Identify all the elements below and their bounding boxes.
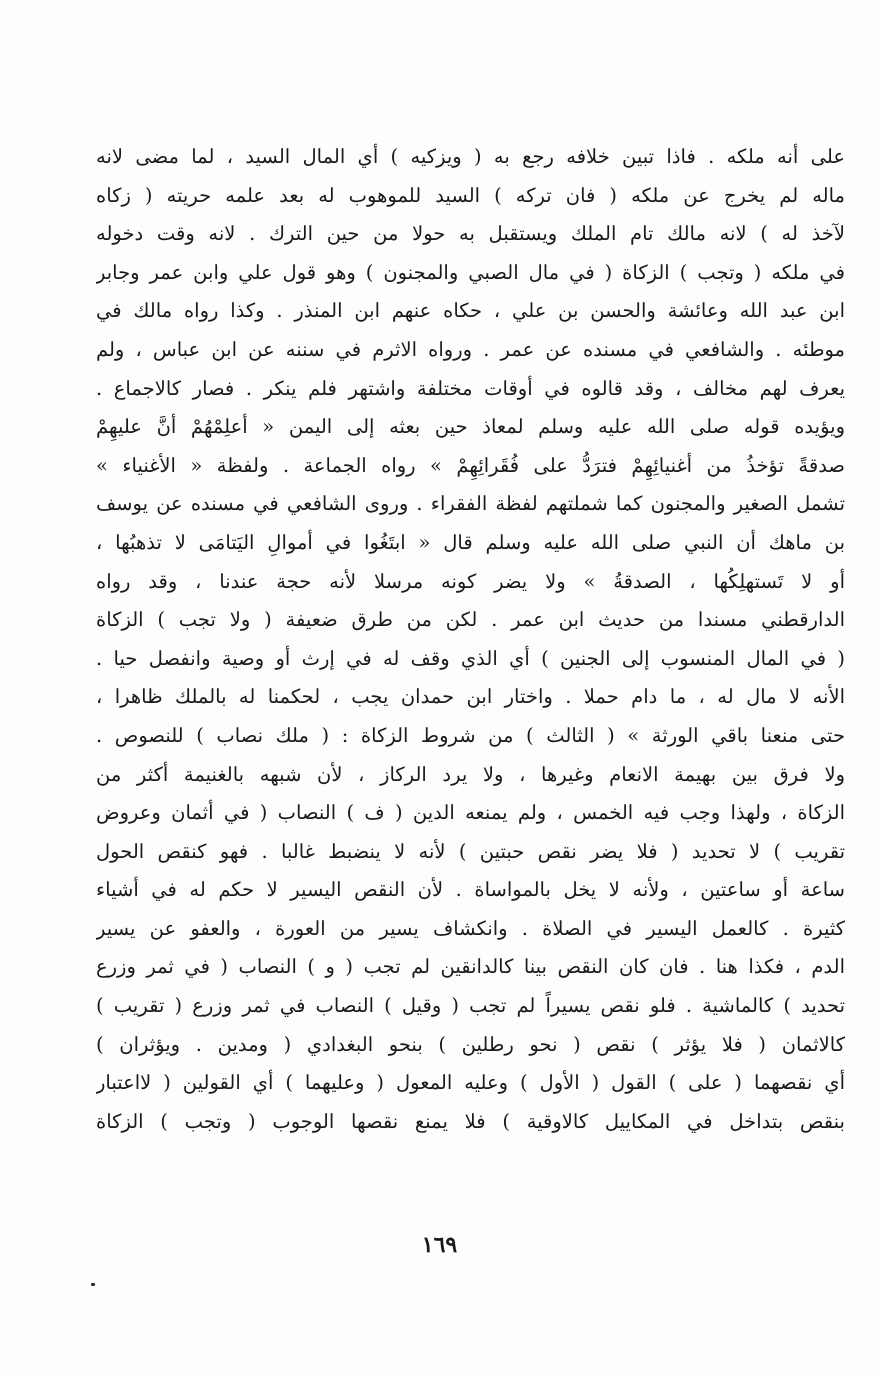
text-line: على أنه ملكه . فاذا تبين خلافه رجع به ( ويزكيه ) أي المال السيد ، لما مضى لانه bbox=[96, 145, 845, 168]
text-line: تحديد ) كالماشية . فلو نقص يسيراً لم تجب ( وقيل ) النصاب في ثمر وزرع ( تقريب ) bbox=[96, 994, 845, 1018]
text-line: ولا فرق بين بهيمة الانعام وغيرها ، ولا يرد الركاز ، لأن شبهه بالغنيمة أكثر من bbox=[96, 762, 845, 786]
text-line: ساعة أو ساعتين ، ولأنه لا يخل بالمواساة . لأن النقص اليسير لا حكم له في أشياء bbox=[96, 878, 845, 902]
text-line: الزكاة ، ولهذا وجب فيه الخمس ، ولم يمنعه الدين ( ف ) النصاب ( في أثمان وعروض bbox=[96, 801, 845, 825]
body-text bbox=[96, 138, 845, 1141]
text-line: في ملكه ( وتجب ) الزكاة ( في مال الصبي والمجنون ) وهو قول علي وابن عمر وجابر bbox=[96, 260, 845, 284]
text-line: موطئه . والشافعي في مسنده عن عمر . ورواه الاثرم في سننه عن ابن عباس ، ولم bbox=[96, 337, 845, 361]
text-line: تشمل الصغير والمجنون كما شملتهم لفظة الفقراء . وروى الشافعي في مسنده عن يوسف bbox=[96, 492, 845, 516]
text-line: ماله لم يخرج عن ملكه ( فان تركه ) السيد للموهوب له بعد علمه حريته ( زكاه bbox=[96, 183, 845, 207]
text-line: الدارقطني مسندا من حديث ابن عمر . لكن من طرق ضعيفة ( ولا تجب ) الزكاة bbox=[96, 608, 845, 632]
text-line: حتى منعنا باقي الورثة » ( الثالث ) من شروط الزكاة : ( ملك نصاب ) للنصوص . bbox=[96, 723, 845, 747]
text-line: الأنه لا مال له ، ما دام حملا . واختار ابن حمدان يجب ، لحكمنا له بالملك ظاهرا ، bbox=[96, 685, 845, 709]
text-line: ( في المال المنسوب إلى الجنين ) أي الذي وقف له في إرث أو وصية وانفصل حيا . bbox=[96, 646, 845, 670]
text-line: كالاثمان ( فلا يؤثر ) نقص ( نحو رطلين ) بنحو البغدادي ( ومدين . ويؤثران ) bbox=[96, 1032, 845, 1056]
text-line: ويؤيده قوله صلى الله عليه وسلم لمعاذ حين بعثه إلى اليمن « أعلِمْهُمْ أنَّ عليهِمْ bbox=[96, 415, 845, 439]
text-line: أي نقصهما ( على ) القول ( الأول ) وعليه المعول ( وعليهما ) أي القولين ( لااعتبار bbox=[96, 1071, 845, 1095]
scan-speck bbox=[91, 1283, 95, 1286]
text-line: الدم ، فكذا هنا . فان كان النقص بينا كالدانقين لم تجب ( و ) النصاب ( في ثمر وزرع bbox=[96, 955, 845, 979]
text-line: صدقةً تؤخذُ من أغنيائِهِمْ فترَدُّ على فُقَرائِهِمْ » رواه الجماعة . ولفظة « الأغنياء » bbox=[96, 453, 845, 477]
text-line: لآخذ له ) لانه مالك تام الملك ويستقبل به حولا من حين الترك . لانه وقت دخوله bbox=[96, 222, 845, 246]
page-number: ١٦٩ bbox=[421, 1232, 458, 1258]
text-line: تقريب ) لا تحديد ( فلا يضر نقص حبتين ) لأنه لا ينضبط غالبا . فهو كنقص الحول bbox=[96, 839, 845, 863]
text-line: ابن عبد الله وعائشة والحسن بن علي ، حكاه عنهم ابن المنذر . وكذا رواه مالك في bbox=[96, 299, 845, 323]
text-line: يعرف لهم مخالف ، وقد قالوه في أوقات مختلفة واشتهر فلم ينكر . فصار كالاجماع . bbox=[96, 376, 845, 400]
text-line: أو لا تَستهلِكُها ، الصدقةُ » ولا يضر كونه مرسلا لأنه حجة عندنا ، وقد رواه bbox=[96, 569, 845, 593]
text-line: كثيرة . كالعمل اليسير في الصلاة . وانكشاف يسير من العورة ، والعفو عن يسير bbox=[96, 916, 845, 940]
text-line: بنقص بتداخل في المكاييل كالاوقية ) فلا يمنع نقصها الوجوب ( وتجب ) الزكاة bbox=[96, 1109, 845, 1133]
text-line: بن ماهك أن النبي صلى الله عليه وسلم قال « ابتَغُوا في أموالِ اليَتامَى لا تذهبُها ، bbox=[96, 530, 845, 554]
